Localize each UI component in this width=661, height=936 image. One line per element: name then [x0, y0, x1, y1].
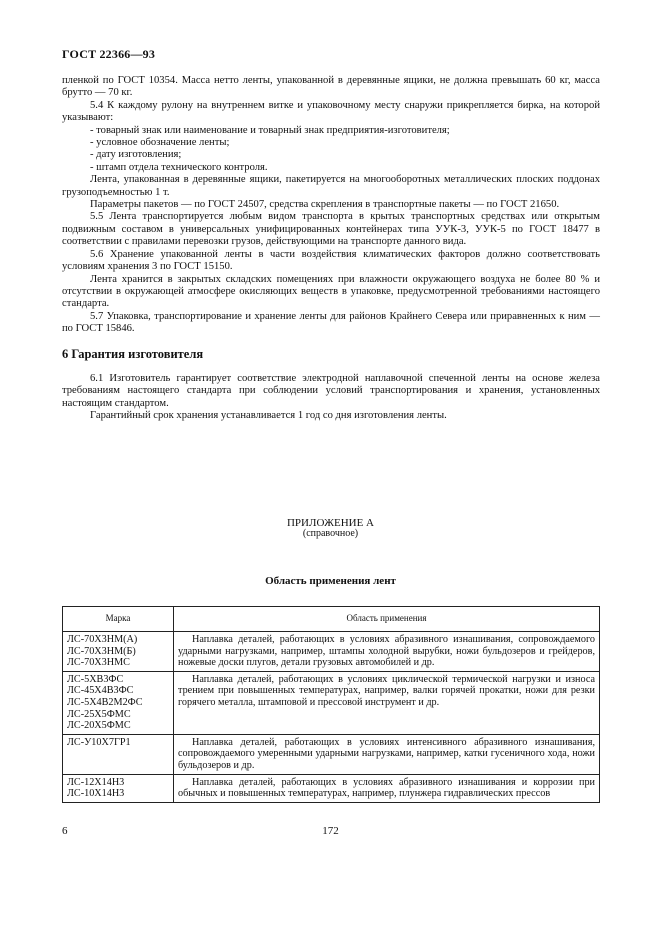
column-header-mark: Марка — [63, 607, 174, 632]
paragraph: Лента хранится в закрытых складских помещениях при влажности окружающего воздуха не более 80 % и отсутствии в окружающей атмосфере окисляющих веществ в упаковке, предусмотренной требованиями настоящего стандарта. — [62, 273, 600, 310]
mark: ЛС-70Х3НМС — [67, 657, 130, 669]
paragraph: Гарантийный срок хранения устанавливается 1 год со дня изготовления ленты. — [90, 410, 447, 422]
table-title: Область применения лент — [265, 575, 396, 587]
paragraph: 5.6 Хранение упакованной ленты в части воздействия климатических факторов должно соответствовать условиям хранения 3 по ГОСТ 15150. — [62, 248, 600, 273]
storage-section-text — [62, 75, 600, 336]
mark: ЛС-25Х5ФМС — [67, 708, 131, 720]
sheet-number: 172 — [322, 825, 339, 837]
mark: ЛС-5ХВ3ФС — [67, 673, 124, 685]
table-row — [63, 774, 600, 802]
table-row — [63, 734, 600, 774]
mark: ЛС-5Х4В2М2ФС — [67, 696, 143, 708]
mark: ЛС-У10Х7ГР1 — [67, 736, 131, 748]
list-item: - дату изготовления; — [90, 149, 182, 161]
warranty-section-text — [62, 373, 600, 423]
paragraph: 6.1 Изготовитель гарантирует соответствие электродной наплавочной спеченной ленты на основе железа требованиям настоящего стандарта при соблюдении условий транспортирования и хранения, установленных настоящим стандартом. — [62, 373, 600, 409]
table-row — [63, 671, 600, 734]
paragraph: 5.7 Упаковка, транспортирование и хранение ленты для районов Крайнего Севера или приравненных к ним — по ГОСТ 15846. — [62, 310, 600, 335]
mark-cell — [63, 774, 174, 802]
list-item: - условное обозначение ленты; — [90, 137, 230, 149]
mark: ЛС-12Х14Н3 — [67, 776, 125, 788]
table-row — [63, 632, 600, 672]
mark-cell — [63, 734, 174, 774]
mark-cell — [63, 671, 174, 734]
paragraph: Параметры пакетов — по ГОСТ 24507, средства скрепления в транспортные пакеты — по ГОСТ 21650. — [90, 199, 560, 211]
mark: ЛС-10Х14Н3 — [67, 788, 125, 800]
mark: ЛС-45Х4В3ФС — [67, 685, 134, 697]
list-item: - товарный знак или наименование и товарный знак предприятия-изготовителя; — [90, 124, 450, 136]
page-number: 6 — [62, 825, 68, 837]
application-cell: Наплавка деталей, работающих в условиях абразивного изнашивания, сопровождаемого ударными нагрузками, например, штампы холодной вырубки, ножи бульдозеров и грейдеров, ножевые доски плугов, детали грузовых автомобилей и др. — [174, 632, 600, 672]
application-cell: Наплавка деталей, работающих в условиях циклической термической нагрузки и износа трением при повышенных температурах, например, валки горячей прокатки, ножи для резки горячего металла, штамповой и прессовой инструмент и др. — [174, 671, 600, 734]
section-title: 6 Гарантия изготовителя — [62, 347, 204, 361]
application-cell: Наплавка деталей, работающих в условиях интенсивного абразивного изнашивания, сопровождаемого умеренными ударными нагрузками, например, катки гусеничного хода, ножи бульдозеров и др. — [174, 734, 600, 774]
paragraph: пленкой по ГОСТ 10354. Масса нетто ленты, упакованной в деревянные ящики, не должна превышать 60 кг, масса брутто — 70 кг. — [62, 75, 600, 99]
mark: ЛС-70Х3НМ(Б) — [67, 645, 136, 657]
appendix-subtitle: (справочное) — [302, 528, 359, 539]
mark: ЛС-70Х3НМ(А) — [67, 634, 138, 645]
paragraph: Лента, упакованная в деревянные ящики, пакетируется на многооборотных металлических плоских поддонах грузоподъемностью 1 т. — [62, 174, 600, 198]
mark: ЛС-20Х5ФМС — [67, 720, 131, 732]
mark-cell — [63, 632, 174, 672]
list-item: - штамп отдела технического контроля. — [90, 161, 268, 173]
paragraph: 5.5 Лента транспортируется любым видом транспорта в крытых транспортных средствах или открытым подвижным составом в универсальных унифицированных контейнерах типа УУК-3, УУК-5 по ГОСТ 18477 в соответствии с правилами перевозки грузов, действующими на транспорте данного вида. — [62, 211, 600, 248]
appendix-title: ПРИЛОЖЕНИЕ А — [286, 517, 374, 529]
application-cell: Наплавка деталей, работающих в условиях абразивного изнашивания и коррозии при обычных и повышенных температурах, например, плунжера гидравлических прессов — [174, 774, 600, 802]
application-table — [62, 606, 600, 803]
paragraph: 5.4 К каждому рулону на внутреннем витке и упаковочному месту снаружи прикрепляется бирка, на которой указывают: — [62, 99, 600, 124]
standard-header: ГОСТ 22366—93 — [62, 47, 156, 61]
column-header-application: Область применения — [174, 607, 600, 632]
table-header-row — [63, 607, 600, 632]
